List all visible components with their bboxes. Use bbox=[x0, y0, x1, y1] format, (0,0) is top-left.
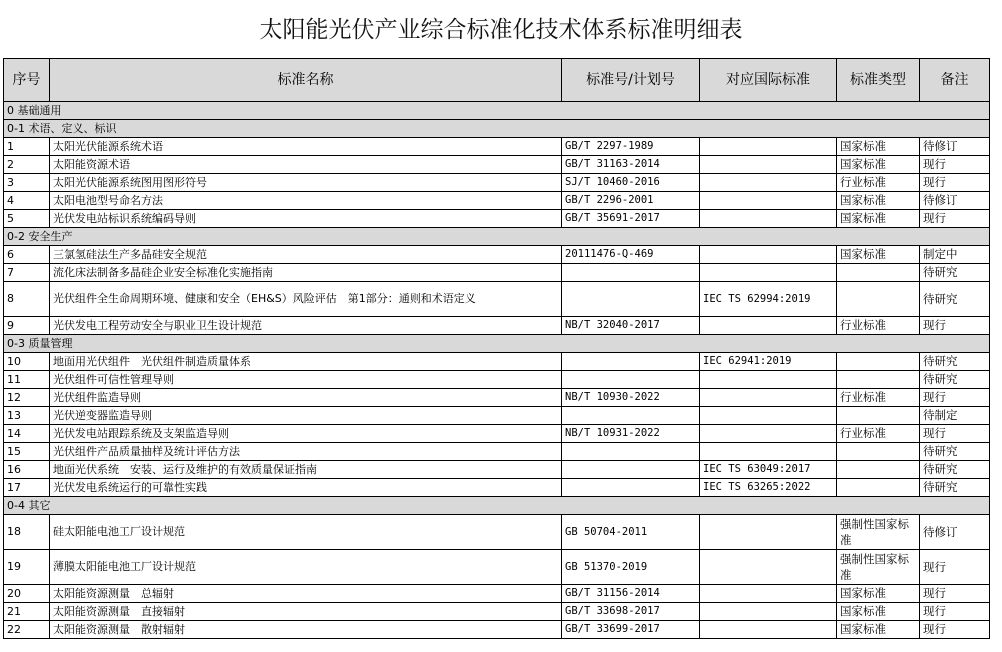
table-row bbox=[4, 138, 990, 156]
cell-standard-name: 太阳能资源测量 直接辐射 bbox=[50, 603, 562, 621]
cell-number: 10 bbox=[4, 353, 50, 371]
cell-standard-type: 行业标准 bbox=[837, 425, 920, 443]
cell-standard-name: 硅太阳能电池工厂设计规范 bbox=[50, 515, 562, 550]
cell-standard-code: GB/T 31163-2014 bbox=[562, 156, 700, 174]
cell-standard-type bbox=[837, 371, 920, 389]
cell-remark: 现行 bbox=[920, 585, 990, 603]
cell-standard-code: GB/T 2296-2001 bbox=[562, 192, 700, 210]
cell-number: 17 bbox=[4, 479, 50, 497]
cell-number: 16 bbox=[4, 461, 50, 479]
table-row bbox=[4, 174, 990, 192]
table-row bbox=[4, 389, 990, 407]
section-row bbox=[4, 335, 990, 353]
cell-international-standard bbox=[700, 317, 837, 335]
cell-standard-code bbox=[562, 264, 700, 282]
cell-standard-code: GB/T 31156-2014 bbox=[562, 585, 700, 603]
cell-standard-name: 光伏发电站标识系统编码导则 bbox=[50, 210, 562, 228]
cell-number: 18 bbox=[4, 515, 50, 550]
cell-standard-type: 国家标准 bbox=[837, 585, 920, 603]
header-intl: 对应国际标准 bbox=[700, 59, 837, 102]
page-title: 太阳能光伏产业综合标准化技术体系标准明细表 bbox=[259, 17, 743, 43]
cell-remark: 待修订 bbox=[920, 515, 990, 550]
cell-standard-type: 国家标准 bbox=[837, 246, 920, 264]
cell-number: 1 bbox=[4, 138, 50, 156]
table-row bbox=[4, 585, 990, 603]
cell-international-standard bbox=[700, 192, 837, 210]
cell-standard-type bbox=[837, 264, 920, 282]
cell-standard-type bbox=[837, 282, 920, 317]
cell-international-standard bbox=[700, 371, 837, 389]
table-row bbox=[4, 515, 990, 550]
cell-standard-code: SJ/T 10460-2016 bbox=[562, 174, 700, 192]
cell-standard-type: 国家标准 bbox=[837, 210, 920, 228]
cell-standard-type: 行业标准 bbox=[837, 389, 920, 407]
cell-number: 14 bbox=[4, 425, 50, 443]
cell-international-standard bbox=[700, 603, 837, 621]
cell-standard-code bbox=[562, 282, 700, 317]
cell-standard-type: 国家标准 bbox=[837, 192, 920, 210]
cell-number: 6 bbox=[4, 246, 50, 264]
cell-standard-code: 20111476-Q-469 bbox=[562, 246, 700, 264]
cell-standard-name: 地面用光伏组件 光伏组件制造质量体系 bbox=[50, 353, 562, 371]
cell-international-standard: IEC TS 63049:2017 bbox=[700, 461, 837, 479]
cell-standard-name: 光伏逆变器监造导则 bbox=[50, 407, 562, 425]
cell-international-standard: IEC 62941:2019 bbox=[700, 353, 837, 371]
header-code: 标准号/计划号 bbox=[562, 59, 700, 102]
cell-standard-code bbox=[562, 479, 700, 497]
cell-standard-type: 行业标准 bbox=[837, 174, 920, 192]
cell-remark: 待修订 bbox=[920, 138, 990, 156]
cell-remark: 制定中 bbox=[920, 246, 990, 264]
cell-number: 21 bbox=[4, 603, 50, 621]
cell-number: 3 bbox=[4, 174, 50, 192]
cell-remark: 待修订 bbox=[920, 192, 990, 210]
cell-number: 22 bbox=[4, 621, 50, 639]
cell-remark: 待研究 bbox=[920, 264, 990, 282]
cell-standard-name: 三氯氢硅法生产多晶硅安全规范 bbox=[50, 246, 562, 264]
cell-international-standard bbox=[700, 138, 837, 156]
cell-international-standard bbox=[700, 515, 837, 550]
cell-standard-name: 光伏发电工程劳动安全与职业卫生设计规范 bbox=[50, 317, 562, 335]
cell-number: 11 bbox=[4, 371, 50, 389]
cell-number: 7 bbox=[4, 264, 50, 282]
cell-remark: 现行 bbox=[920, 156, 990, 174]
cell-international-standard bbox=[700, 174, 837, 192]
cell-standard-name: 太阳能资源测量 散射辐射 bbox=[50, 621, 562, 639]
table-row bbox=[4, 425, 990, 443]
cell-remark: 现行 bbox=[920, 389, 990, 407]
section-label: 0 基础通用 bbox=[4, 102, 990, 120]
cell-standard-name: 光伏组件产品质量抽样及统计评估方法 bbox=[50, 443, 562, 461]
cell-standard-name: 光伏组件监造导则 bbox=[50, 389, 562, 407]
table-row bbox=[4, 264, 990, 282]
table-row bbox=[4, 156, 990, 174]
cell-remark: 现行 bbox=[920, 317, 990, 335]
cell-international-standard bbox=[700, 156, 837, 174]
cell-international-standard bbox=[700, 585, 837, 603]
cell-standard-code: GB/T 2297-1989 bbox=[562, 138, 700, 156]
cell-number: 9 bbox=[4, 317, 50, 335]
cell-international-standard bbox=[700, 210, 837, 228]
cell-standard-name: 太阳能资源术语 bbox=[50, 156, 562, 174]
cell-remark: 待研究 bbox=[920, 282, 990, 317]
cell-standard-name: 地面光伏系统 安装、运行及维护的有效质量保证指南 bbox=[50, 461, 562, 479]
cell-international-standard bbox=[700, 264, 837, 282]
cell-standard-code: NB/T 10930-2022 bbox=[562, 389, 700, 407]
cell-remark: 现行 bbox=[920, 174, 990, 192]
cell-remark: 待研究 bbox=[920, 443, 990, 461]
cell-number: 12 bbox=[4, 389, 50, 407]
cell-standard-code: NB/T 32040-2017 bbox=[562, 317, 700, 335]
table-row bbox=[4, 603, 990, 621]
table-row bbox=[4, 550, 990, 585]
cell-standard-type bbox=[837, 443, 920, 461]
table-body bbox=[4, 102, 990, 639]
cell-number: 15 bbox=[4, 443, 50, 461]
header-note: 备注 bbox=[920, 59, 990, 102]
cell-standard-code bbox=[562, 461, 700, 479]
section-label: 0-4 其它 bbox=[4, 497, 990, 515]
cell-standard-code bbox=[562, 407, 700, 425]
cell-remark: 现行 bbox=[920, 425, 990, 443]
cell-remark: 待研究 bbox=[920, 353, 990, 371]
table-row bbox=[4, 282, 990, 317]
cell-remark: 现行 bbox=[920, 603, 990, 621]
cell-international-standard bbox=[700, 425, 837, 443]
cell-remark: 现行 bbox=[920, 210, 990, 228]
section-row bbox=[4, 102, 990, 120]
cell-standard-type bbox=[837, 479, 920, 497]
cell-standard-type: 国家标准 bbox=[837, 156, 920, 174]
header-name: 标准名称 bbox=[50, 59, 562, 102]
cell-standard-code: NB/T 10931-2022 bbox=[562, 425, 700, 443]
cell-standard-name: 太阳电池型号命名方法 bbox=[50, 192, 562, 210]
cell-standard-type: 强制性国家标准 bbox=[837, 550, 920, 585]
cell-standard-name: 太阳光伏能源系统图用图形符号 bbox=[50, 174, 562, 192]
cell-number: 13 bbox=[4, 407, 50, 425]
cell-international-standard: IEC TS 62994:2019 bbox=[700, 282, 837, 317]
cell-standard-type: 强制性国家标准 bbox=[837, 515, 920, 550]
table-row bbox=[4, 461, 990, 479]
table-row bbox=[4, 621, 990, 639]
section-row bbox=[4, 497, 990, 515]
cell-standard-name: 薄膜太阳能电池工厂设计规范 bbox=[50, 550, 562, 585]
cell-remark: 现行 bbox=[920, 621, 990, 639]
section-label: 0-1 术语、定义、标识 bbox=[4, 120, 990, 138]
cell-standard-code: GB/T 35691-2017 bbox=[562, 210, 700, 228]
section-label: 0-2 安全生产 bbox=[4, 228, 990, 246]
cell-standard-type: 国家标准 bbox=[837, 603, 920, 621]
cell-international-standard bbox=[700, 407, 837, 425]
cell-international-standard bbox=[700, 389, 837, 407]
section-row bbox=[4, 120, 990, 138]
cell-standard-name: 光伏发电系统运行的可靠性实践 bbox=[50, 479, 562, 497]
cell-standard-type: 国家标准 bbox=[837, 138, 920, 156]
cell-standard-type bbox=[837, 407, 920, 425]
cell-standard-code: GB 50704-2011 bbox=[562, 515, 700, 550]
cell-number: 4 bbox=[4, 192, 50, 210]
table-row bbox=[4, 479, 990, 497]
cell-standard-code bbox=[562, 371, 700, 389]
section-row bbox=[4, 228, 990, 246]
table-row bbox=[4, 407, 990, 425]
cell-standard-name: 光伏发电站跟踪系统及支架监造导则 bbox=[50, 425, 562, 443]
table-row bbox=[4, 192, 990, 210]
cell-international-standard bbox=[700, 443, 837, 461]
table-row bbox=[4, 210, 990, 228]
table-row bbox=[4, 371, 990, 389]
cell-standard-name: 光伏组件全生命周期环境、健康和安全（EH&S）风险评估 第1部分：通则和术语定义 bbox=[50, 282, 562, 317]
header-row bbox=[4, 59, 990, 102]
cell-standard-name: 太阳光伏能源系统术语 bbox=[50, 138, 562, 156]
cell-standard-type bbox=[837, 353, 920, 371]
cell-standard-type: 行业标准 bbox=[837, 317, 920, 335]
cell-number: 8 bbox=[4, 282, 50, 317]
section-label: 0-3 质量管理 bbox=[4, 335, 990, 353]
cell-remark: 现行 bbox=[920, 550, 990, 585]
table-row bbox=[4, 317, 990, 335]
cell-international-standard bbox=[700, 550, 837, 585]
cell-remark: 待研究 bbox=[920, 461, 990, 479]
header-no: 序号 bbox=[4, 59, 50, 102]
table-row bbox=[4, 353, 990, 371]
cell-standard-name: 流化床法制备多晶硅企业安全标准化实施指南 bbox=[50, 264, 562, 282]
cell-number: 5 bbox=[4, 210, 50, 228]
cell-standard-type: 国家标准 bbox=[837, 621, 920, 639]
cell-standard-type bbox=[837, 461, 920, 479]
cell-number: 20 bbox=[4, 585, 50, 603]
cell-standard-name: 光伏组件可信性管理导则 bbox=[50, 371, 562, 389]
cell-number: 2 bbox=[4, 156, 50, 174]
cell-international-standard bbox=[700, 246, 837, 264]
cell-standard-name: 太阳能资源测量 总辐射 bbox=[50, 585, 562, 603]
header-type: 标准类型 bbox=[837, 59, 920, 102]
cell-standard-code bbox=[562, 443, 700, 461]
cell-remark: 待研究 bbox=[920, 371, 990, 389]
cell-number: 19 bbox=[4, 550, 50, 585]
table-row bbox=[4, 443, 990, 461]
cell-standard-code: GB/T 33698-2017 bbox=[562, 603, 700, 621]
standards-table bbox=[3, 58, 990, 639]
table-row bbox=[4, 246, 990, 264]
cell-international-standard bbox=[700, 621, 837, 639]
cell-standard-code bbox=[562, 353, 700, 371]
cell-remark: 待研究 bbox=[920, 479, 990, 497]
cell-standard-code: GB/T 33699-2017 bbox=[562, 621, 700, 639]
cell-remark: 待制定 bbox=[920, 407, 990, 425]
cell-standard-code: GB 51370-2019 bbox=[562, 550, 700, 585]
cell-international-standard: IEC TS 63265:2022 bbox=[700, 479, 837, 497]
